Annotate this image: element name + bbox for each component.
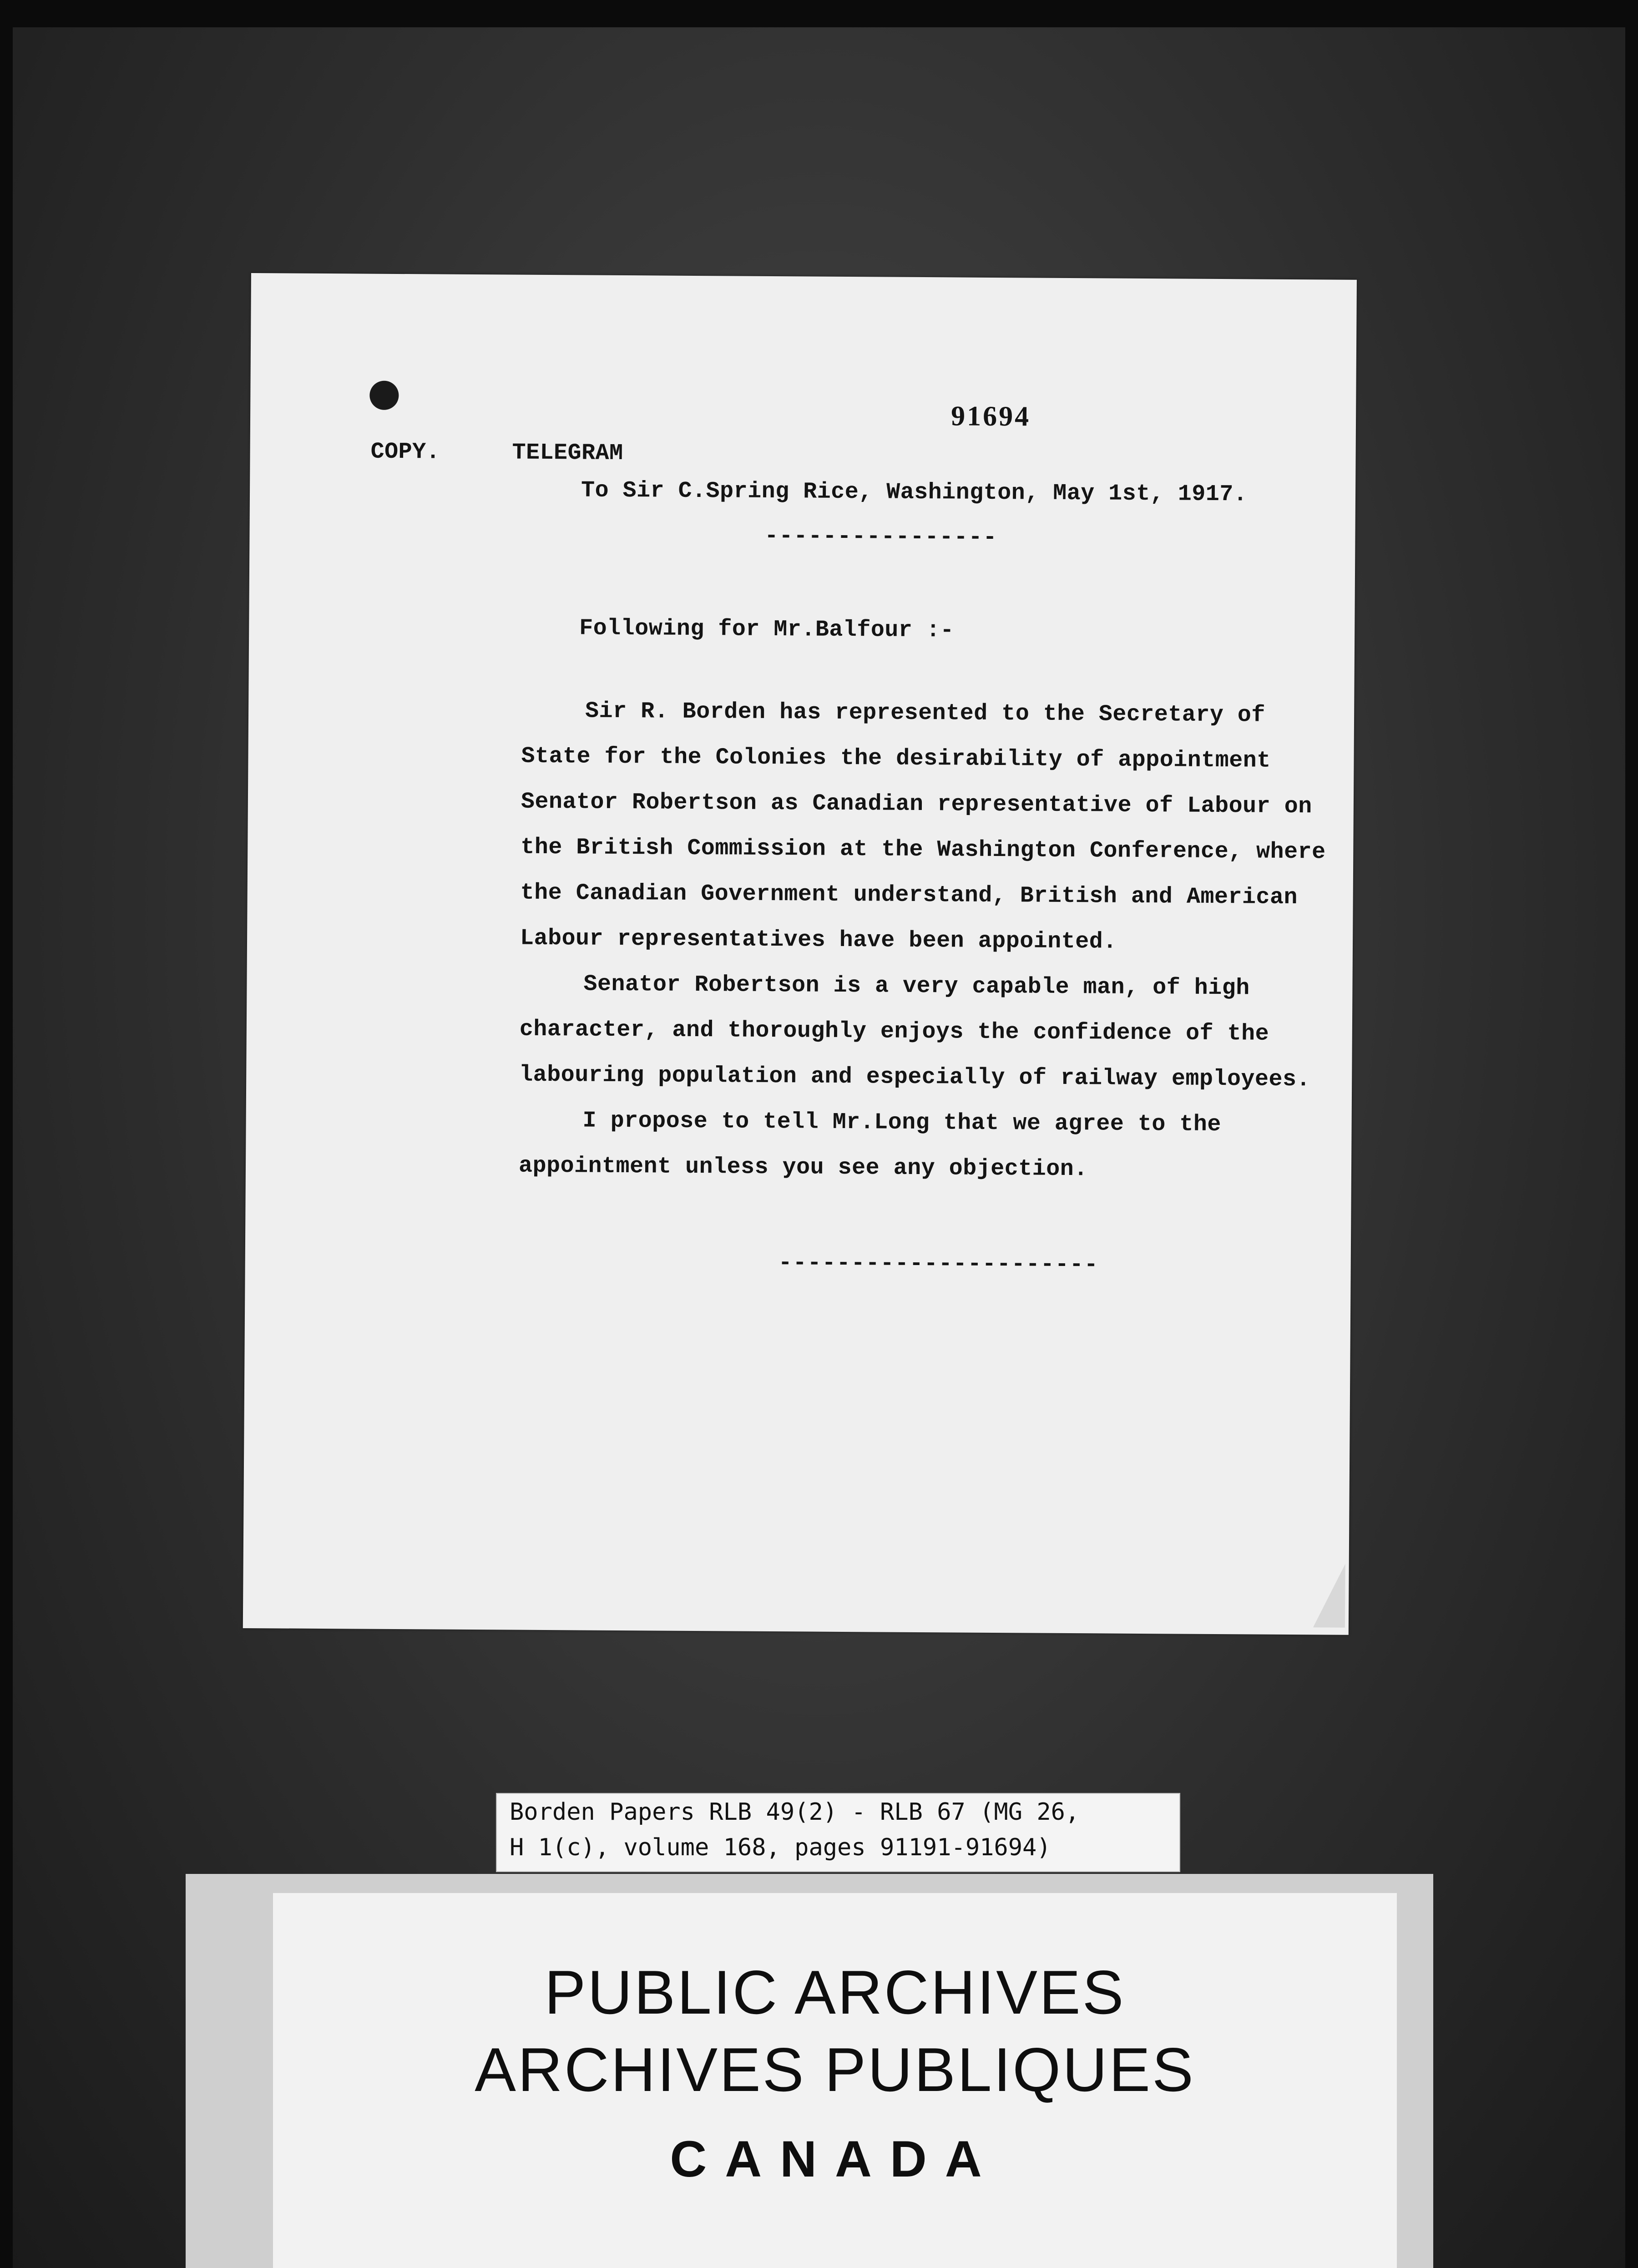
punch-hole-mark [369,381,399,410]
archive-title-english: PUBLIC ARCHIVES [544,1958,1126,2027]
film-border-right [1625,0,1638,2268]
body-line: character, and thoroughly enjoys the confidence of the [519,1016,1269,1047]
folded-corner [1313,1564,1345,1627]
reference-label [496,1793,1180,1872]
film-border-top [0,0,1638,27]
copy-label: COPY. [370,439,440,466]
body-line: the British Commission at the Washington Conference, where [521,834,1326,866]
separator-short: ---------------- [764,523,998,551]
telegram-document [243,273,1357,1635]
reference-line-1: Borden Papers RLB 49(2) - RLB 67 (MG 26, [510,1798,1080,1826]
body-line: appointment unless you see any objection. [518,1153,1088,1183]
document-number: 91694 [950,400,1031,432]
body-line: Sir R. Borden has represented to the Secretary of [585,698,1266,729]
body-line: Senator Robertson as Canadian representative of Labour on [521,789,1312,820]
address-line: To Sir C.Spring Rice, Washington, May 1st, 1917. [581,477,1248,508]
archive-title-french: ARCHIVES PUBLIQUES [475,2035,1195,2104]
film-border-left [0,0,13,2268]
body-line: State for the Colonies the desirability of appointment [521,743,1271,774]
archive-card [273,1893,1397,2268]
reference-line-2: H 1(c), volume 168, pages 91191-91694) [510,1834,1051,1861]
body-line: labouring population and especially of railway employees. [519,1062,1311,1093]
separator-long: ---------------------- [778,1250,1099,1278]
body-line: Senator Robertson is a very capable man, of high [583,971,1250,1002]
body-line: I propose to tell Mr.Long that we agree to the [582,1108,1222,1138]
body-line: the Canadian Government understand, British and American [520,880,1298,911]
salutation: Following for Mr.Balfour :- [579,615,955,644]
archive-country: CANADA [670,2131,1000,2187]
message-body [519,698,1341,1204]
telegram-label: TELEGRAM [512,440,623,467]
body-line: Labour representatives have been appointed. [520,925,1117,955]
